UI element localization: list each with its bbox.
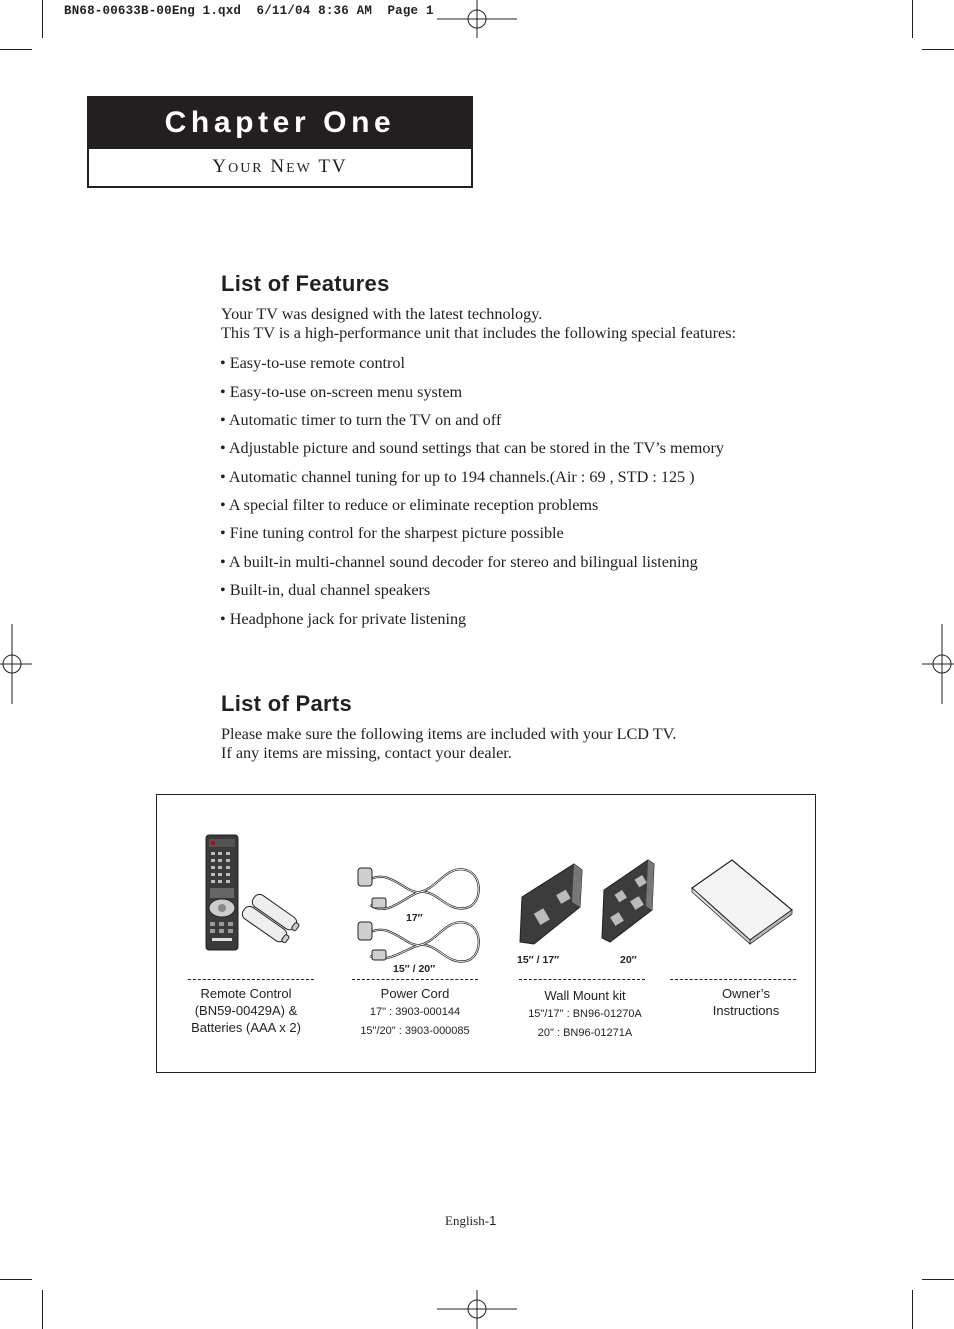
power-cord-17-label: 17″ [406, 912, 423, 924]
features-intro-2: This TV is a high-performance unit that includes the following special features: [221, 324, 737, 342]
power-cord-15-20-label: 15″ / 20″ [393, 963, 436, 975]
chapter-title: Chapter One [89, 98, 471, 149]
wall-mount-caption: Wall Mount kit 15"/17" : BN96-01270A 20" : BN96-01271A [528, 988, 642, 1039]
page-number: 1 [489, 1213, 497, 1228]
print-slug: BN68-00633B-00Eng 1.qxd 6/11/04 8:36 AM Page 1 [64, 4, 434, 18]
owners-manual-image [684, 852, 798, 947]
remote-control-image [200, 832, 320, 954]
parts-intro-2: If any items are missing, contact your dealer. [221, 744, 512, 762]
list-item: • Easy-to-use on-screen menu system [220, 383, 463, 401]
list-item: • Headphone jack for private listening [220, 610, 467, 628]
manual-divider [670, 979, 796, 980]
remote-divider [188, 979, 314, 980]
parts-intro-1: Please make sure the following items are included with your LCD TV. [221, 725, 677, 743]
list-item: • Automatic channel tuning for up to 194 channels.(Air : 69 , STD : 125 ) [220, 468, 695, 486]
list-item: • A special filter to reduce or eliminate reception problems [220, 496, 599, 514]
parts-heading: List of Parts [221, 691, 353, 716]
list-item: • Easy-to-use remote control [220, 354, 406, 372]
chapter-header [87, 96, 473, 188]
features-heading: List of Features [221, 271, 390, 296]
wall-mount-20-label: 20″ [620, 954, 637, 966]
page-footer: English-1 [445, 1213, 497, 1228]
wall-mount-image [512, 852, 662, 948]
power-cord-caption: Power Cord 17" : 3903-000144 15"/20" : 3903-000085 [360, 986, 470, 1037]
list-item: • A built-in multi-channel sound decoder for stereo and bilingual listening [220, 553, 698, 571]
list-item: • Built-in, dual channel speakers [220, 581, 431, 599]
list-item: • Automatic timer to turn the TV on and off [220, 411, 502, 429]
chapter-subtitle: YOUR NEW TV [212, 156, 348, 177]
power-cord-divider [352, 979, 478, 980]
wall-mount-15-17-label: 15″ / 17″ [517, 954, 560, 966]
features-intro-1: Your TV was designed with the latest technology. [221, 305, 543, 323]
remote-caption: Remote Control (BN59-00429A) & Batteries (AAA x 2) [191, 986, 301, 1035]
wall-mount-divider [519, 979, 645, 980]
list-item: • Fine tuning control for the sharpest picture possible [220, 524, 564, 542]
manual-caption: Owner’s Instructions [712, 986, 780, 1018]
list-item: • Adjustable picture and sound settings that can be stored in the TV’s memory [220, 439, 724, 457]
